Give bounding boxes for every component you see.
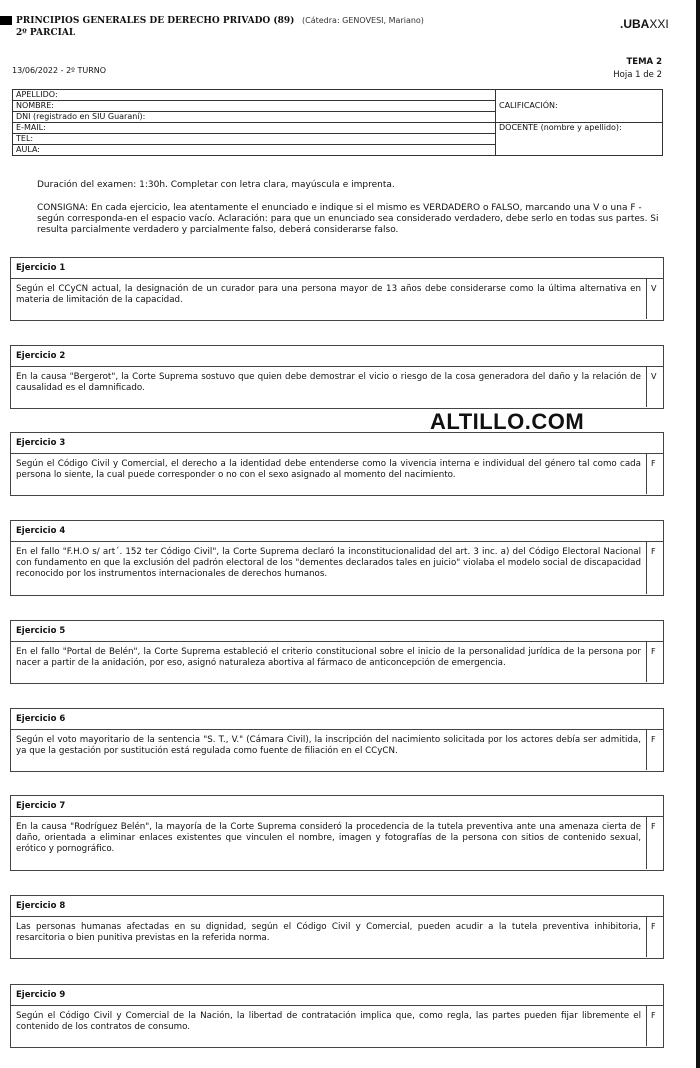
calificacion-field[interactable]: CALIFICACIÓN: xyxy=(496,90,663,123)
answer-box[interactable]: V xyxy=(646,279,663,319)
exercise-title: Ejercicio 8 xyxy=(11,896,663,917)
course-title: PRINCIPIOS GENERALES DE DERECHO PRIVADO (89) xyxy=(16,16,295,26)
exercise-title: Ejercicio 1 xyxy=(11,258,663,279)
exercise-text: Según el voto mayoritario de la sentencia "S. T., V." (Cámara Civil), la inscripción del nacimiento solicitada por los actores debía ser admitida, ya que la gestación por sustitución está regulada como fuente de filiación en el CCyCN. xyxy=(16,735,641,756)
catedra: (Cátedra: GENOVESI, Mariano) xyxy=(302,16,424,25)
exercise-text: En el fallo "F.H.O s/ art´. 152 ter Código Civil", la Corte Suprema declaró la inconstitucionalidad del art. 3 inc. a) del Código Electoral Nacional con fundamento en que la exclusión del padrón electoral de los "dementes declarados tales en juicio" violaba el modelo social de discapacidad reconocido por los instrumentos internacionales de derechos humanos. xyxy=(16,547,641,579)
answer-box[interactable]: F xyxy=(646,1006,663,1046)
exercise-title: Ejercicio 2 xyxy=(11,346,663,367)
page-number: Hoja 1 de 2 xyxy=(613,70,662,80)
exercise-5 xyxy=(10,620,664,684)
header-marker xyxy=(0,16,12,25)
uba-logo xyxy=(620,17,669,31)
exercise-9 xyxy=(10,984,664,1048)
exercise-text: En la causa "Bergerot", la Corte Suprema sostuvo que quien debe demostrar el vicio o riesgo de la cosa generadora del daño y la relación de causalidad es el damnificado. xyxy=(16,372,641,393)
nombre-field[interactable]: NOMBRE: xyxy=(13,101,496,112)
dni-field[interactable]: DNI (registrado en SIU Guaraní): xyxy=(13,112,496,123)
uba-text: .UBA xyxy=(620,17,650,31)
student-info-form xyxy=(12,89,663,156)
exercise-7 xyxy=(10,795,664,871)
tema-label: TEMA 2 xyxy=(626,57,662,67)
exercise-3 xyxy=(10,432,664,496)
exercise-8 xyxy=(10,895,664,959)
exercise-1 xyxy=(10,257,664,321)
watermark: ALTILLO.COM xyxy=(430,409,585,434)
aula-field[interactable]: AULA: xyxy=(13,145,496,156)
exercise-text: Según el CCyCN actual, la designación de un curador para una persona mayor de 13 años debe considerarse como la última alternativa en materia de limitación de la capacidad. xyxy=(16,284,641,305)
exercise-2 xyxy=(10,345,664,409)
exercise-text: Las personas humanas afectadas en su dignidad, según el Código Civil y Comercial, pueden acudir a la tutela preventiva inhibitoria, resarcitoria o bien punitiva previstas en la referida norma. xyxy=(16,922,641,943)
answer-box[interactable]: F xyxy=(646,454,663,494)
exercise-title: Ejercicio 4 xyxy=(11,521,663,542)
exercise-title: Ejercicio 7 xyxy=(11,796,663,817)
exercise-title: Ejercicio 9 xyxy=(11,985,663,1006)
email-field[interactable]: E-MAIL: xyxy=(13,123,496,134)
exercise-4 xyxy=(10,520,664,596)
page-title xyxy=(16,15,294,39)
docente-field[interactable]: DOCENTE (nombre y apellido): xyxy=(496,123,663,156)
answer-box[interactable]: F xyxy=(646,730,663,770)
exercise-title: Ejercicio 3 xyxy=(11,433,663,454)
exercise-text: En la causa "Rodríguez Belén", la mayoría de la Corte Suprema consideró la procedencia de la tutela preventiva ante una amenaza cierta de daño, orientada a eliminar enlaces existentes que vinculen el nombre, imagen y fotografías de la persona con sitios de contenido sexual, erótico y pornográfico. xyxy=(16,822,641,854)
exam-duration: Duración del examen: 1:30h. Completar con letra clara, mayúscula e imprenta. xyxy=(37,180,395,190)
tel-field[interactable]: TEL: xyxy=(13,134,496,145)
exam-name: 2º PARCIAL xyxy=(16,28,76,38)
answer-box[interactable]: F xyxy=(646,542,663,594)
exercise-text: Según el Código Civil y Comercial de la Nación, la libertad de contratación implica que, como regla, las partes pueden fijar libremente el contenido de los contratos de consumo. xyxy=(16,1011,641,1032)
exercise-text: Según el Código Civil y Comercial, el derecho a la identidad debe entenderse como la vivencia interna e individual del género tal como cada persona lo siente, la cual puede corresponder o no con el sexo asignado al momento del nacimiento. xyxy=(16,459,641,480)
uba-xxi-text: XXI xyxy=(649,17,669,31)
apellido-field[interactable]: APELLIDO: xyxy=(13,90,496,101)
exercise-title: Ejercicio 6 xyxy=(11,709,663,730)
answer-box[interactable]: V xyxy=(646,367,663,407)
exam-date: 13/06/2022 - 2º TURNO xyxy=(12,66,107,75)
exercise-title: Ejercicio 5 xyxy=(11,621,663,642)
consigna: CONSIGNA: En cada ejercicio, lea atentamente el enunciado e indique si el mismo es VERDADERO o FALSO, marcando una V o una F -según corresponda-en el espacio vacío. Aclaración: para que un enunciado sea considerado verdadero, debe serlo en todas sus partes. Si resulta parcialmente verdadero y parcialmente falso, deberá considerarse falso. xyxy=(37,203,659,235)
answer-box[interactable]: F xyxy=(646,642,663,682)
exercise-6 xyxy=(10,708,664,772)
page-edge xyxy=(696,0,700,1068)
answer-box[interactable]: F xyxy=(646,817,663,869)
answer-box[interactable]: F xyxy=(646,917,663,957)
exercise-text: En el fallo "Portal de Belén", la Corte Suprema estableció el criterio constitucional sobre el inicio de la personalidad jurídica de la persona por nacer a partir de la anidación, por eso, asignó naturaleza abortiva al fármaco de anticoncepción de emergencia. xyxy=(16,647,641,668)
